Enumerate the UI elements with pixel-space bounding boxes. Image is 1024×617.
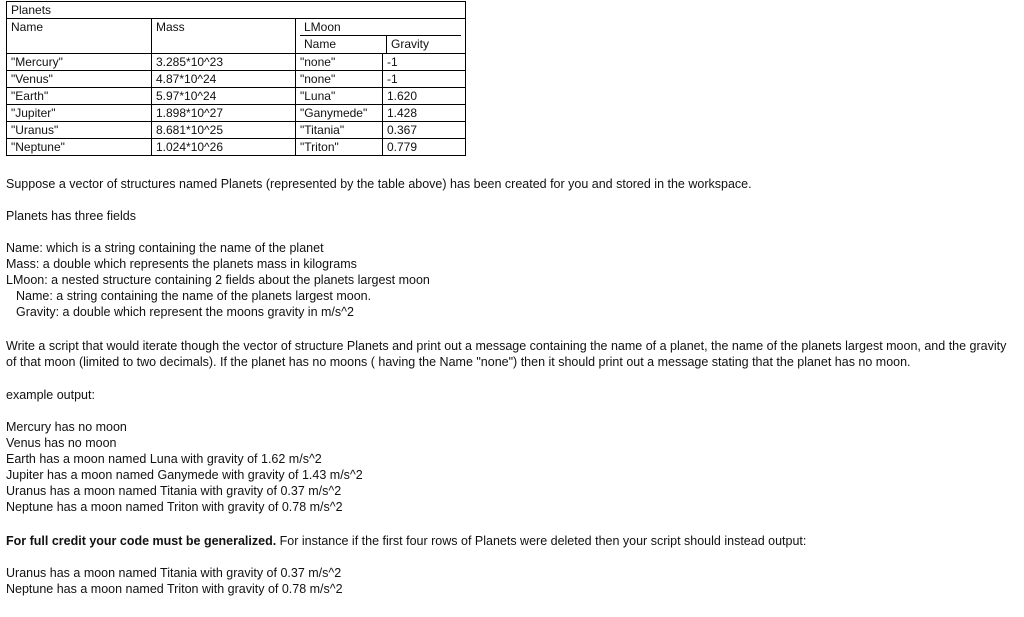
example-output: [6, 419, 1018, 515]
intro-paragraph: [6, 176, 1018, 192]
cell-gravity: 0.779: [383, 139, 466, 156]
example-line: Mercury has no moon: [6, 420, 127, 434]
sub-gravity-desc: Gravity: a double which represent the moons gravity in m/s^2: [16, 305, 354, 319]
cell-gravity: -1: [383, 54, 466, 71]
credit-line: Neptune has a moon named Triton with gravity of 0.78 m/s^2: [6, 582, 343, 596]
cell-name: "Uranus": [7, 122, 152, 139]
cell-name: "Venus": [7, 71, 152, 88]
header-name: Name: [7, 19, 152, 54]
cell-mass: 3.285*10^23: [152, 54, 296, 71]
example-line: Uranus has a moon named Titania with gravity of 0.37 m/s^2: [6, 484, 342, 498]
fields-intro-text: Planets has three fields: [6, 209, 136, 223]
header-lmoon: [296, 19, 466, 54]
cell-mass: 8.681*10^25: [152, 122, 296, 139]
cell-gravity: 1.620: [383, 88, 466, 105]
credit-paragraph: [6, 533, 1018, 549]
sub-name-desc: Name: a string containing the name of the planets largest moon.: [16, 289, 372, 303]
task-text: Write a script that would iterate though the vector of structure Planets and print out a message containing the name of a planet, the name of the planets largest moon, and the gravity of that moon (limited to two decimals). If the planet has no moons ( having the Name "none") then it should print out a message stating that the planet has no moon.: [6, 339, 1007, 369]
field-name-desc: Name: which is a string containing the name of the planet: [6, 241, 324, 255]
credit-text: [6, 533, 1018, 549]
header-lmoon-title: LMoon: [304, 20, 341, 34]
cell-moon: "Ganymede": [296, 105, 383, 122]
cell-gravity: -1: [383, 71, 466, 88]
cell-name: "Neptune": [7, 139, 152, 156]
credit-line: Uranus has a moon named Titania with gravity of 0.37 m/s^2: [6, 566, 342, 580]
header-lmoon-name: Name: [300, 35, 386, 52]
table-row: [7, 105, 466, 122]
cell-mass: 1.898*10^27: [152, 105, 296, 122]
example-label: [6, 387, 1018, 403]
cell-mass: 1.024*10^26: [152, 139, 296, 156]
fields-intro: [6, 208, 1018, 224]
cell-mass: 4.87*10^24: [152, 71, 296, 88]
header-mass: Mass: [152, 19, 296, 54]
credit-output: [6, 565, 1018, 597]
table-row: [7, 139, 466, 156]
table-row: [7, 122, 466, 139]
field-lmoon-desc: LMoon: a nested structure containing 2 fields about the planets largest moon: [6, 273, 430, 287]
field-list: [6, 240, 1018, 320]
table-row: [7, 71, 466, 88]
example-label-text: example output:: [6, 388, 95, 402]
credit-rest: For instance if the first four rows of Planets were deleted then your script should instead output:: [276, 534, 807, 548]
cell-moon: "Luna": [296, 88, 383, 105]
planets-table: [6, 1, 466, 156]
cell-gravity: 1.428: [383, 105, 466, 122]
example-line: Jupiter has a moon named Ganymede with gravity of 1.43 m/s^2: [6, 468, 363, 482]
intro-text: Suppose a vector of structures named Planets (represented by the table above) has been created for you and stored in the workspace.: [6, 177, 752, 191]
cell-gravity: 0.367: [383, 122, 466, 139]
cell-moon: "Titania": [296, 122, 383, 139]
cell-name: "Earth": [7, 88, 152, 105]
credit-bold: For full credit your code must be generalized.: [6, 534, 277, 548]
field-mass-desc: Mass: a double which represents the planets mass in kilograms: [6, 257, 357, 271]
table-row: [7, 54, 466, 71]
table-row: [7, 88, 466, 105]
task-paragraph: [6, 338, 1018, 370]
header-lmoon-gravity: Gravity: [386, 35, 461, 53]
example-line: Earth has a moon named Luna with gravity of 1.62 m/s^2: [6, 452, 322, 466]
cell-name: "Jupiter": [7, 105, 152, 122]
cell-mass: 5.97*10^24: [152, 88, 296, 105]
cell-moon: "none": [296, 71, 383, 88]
table-title: Planets: [7, 2, 466, 19]
example-line: Neptune has a moon named Triton with gravity of 0.78 m/s^2: [6, 500, 343, 514]
cell-name: "Mercury": [7, 54, 152, 71]
cell-moon: "Triton": [296, 139, 383, 156]
cell-moon: "none": [296, 54, 383, 71]
example-line: Venus has no moon: [6, 436, 117, 450]
